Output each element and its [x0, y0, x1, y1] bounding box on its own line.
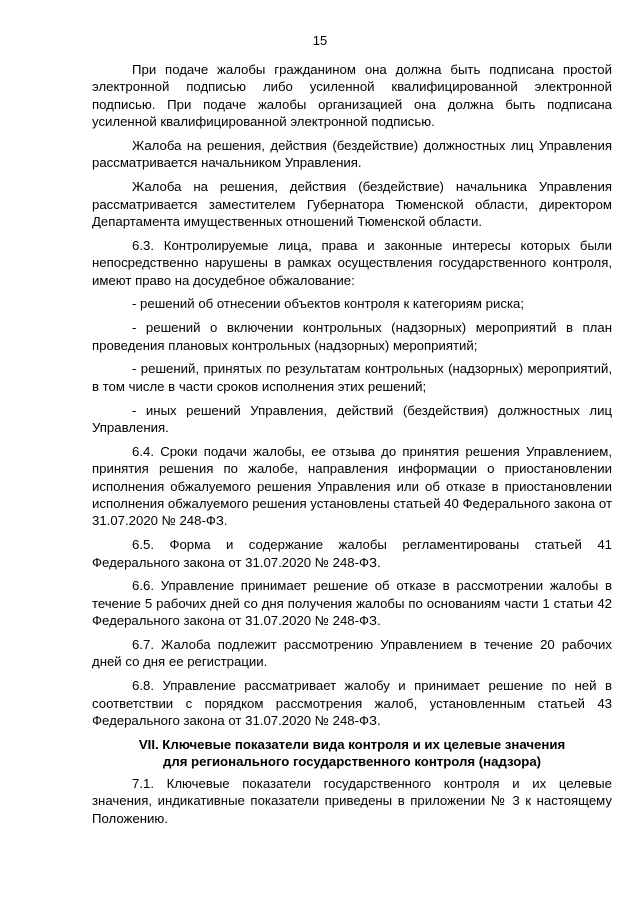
paragraph-6-5: 6.5. Форма и содержание жалобы регламентированы статьей 41 Федерального закона от 31.07.2020 № 248-ФЗ.	[92, 537, 612, 570]
paragraph-signature-requirements: При подаче жалобы гражданином она должна быть подписана простой электронной подписью либо усиленной квалифицированной электронной подписью. При подаче жалобы организацией она должна быть подписана усиленной квалифицированной электронной подписью.	[92, 62, 612, 130]
section-heading-line-1: VII. Ключевые показатели вида контроля и их целевые значения	[138, 736, 566, 752]
paragraph-6-4: 6.4. Сроки подачи жалобы, ее отзыва до принятия решения Управлением, принятия решения по жалобе, направления информации о приостановлении исполнения обжалуемого решения Управления или об отказе в приостановлении исполнения обжалуемого решения установлены статьей 40 Федерального закона от 31.07.2020 № 248-ФЗ.	[92, 443, 612, 529]
section-heading-line-2: для регионального государственного контроля (надзора)	[162, 754, 542, 770]
list-item-other-decisions: - иных решений Управления, действий (бездействия) должностных лиц Управления.	[92, 402, 612, 436]
document-body	[92, 61, 612, 833]
paragraph-6-8: 6.8. Управление рассматривает жалобу и принимает решение по ней в соответствии с порядком рассмотрения жалоб, установленным статьей 43 Федерального закона от 31.07.2020 № 248-ФЗ.	[92, 678, 612, 729]
list-item-risk-categories: - решений об отнесении объектов контроля к категориям риска;	[132, 296, 525, 312]
paragraph-6-7: 6.7. Жалоба подлежит рассмотрению Управлением в течение 20 рабочих дней со дня ее регистрации.	[92, 637, 612, 670]
paragraph-complaint-head: Жалоба на решения, действия (бездействие) начальника Управления рассматривается заместителем Губернатора Тюменской области, директором Департамента имущественных отношений Тюменской области.	[92, 179, 612, 230]
paragraph-complaint-officials: Жалоба на решения, действия (бездействие) должностных лиц Управления рассматривается начальником Управления.	[92, 138, 612, 171]
paragraph-7-1: 7.1. Ключевые показатели государственного контроля и их целевые значения, индикативные показатели приведены в приложении № 3 к настоящему Положению.	[92, 775, 612, 826]
list-item-plan-inclusion: - решений о включении контрольных (надзорных) мероприятий в план проведения плановых контрольных (надзорных) мероприятий;	[92, 320, 612, 353]
section-heading	[92, 736, 612, 771]
list-item-results-decisions: - решений, принятых по результатам контрольных (надзорных) мероприятий, в том числе в части сроков исполнения этих решений;	[92, 361, 612, 394]
paragraph-6-3: 6.3. Контролируемые лица, права и законные интересы которых были непосредственно нарушены в рамках осуществления государственного контроля, имеют право на досудебное обжалование:	[92, 237, 612, 288]
page-number: 15	[312, 33, 328, 48]
paragraph-6-6: 6.6. Управление принимает решение об отказе в рассмотрении жалобы в течение 5 рабочих дней со дня получения жалобы по основаниям части 1 статьи 42 Федерального закона от 31.07.2020 № 248-ФЗ.	[92, 578, 612, 629]
